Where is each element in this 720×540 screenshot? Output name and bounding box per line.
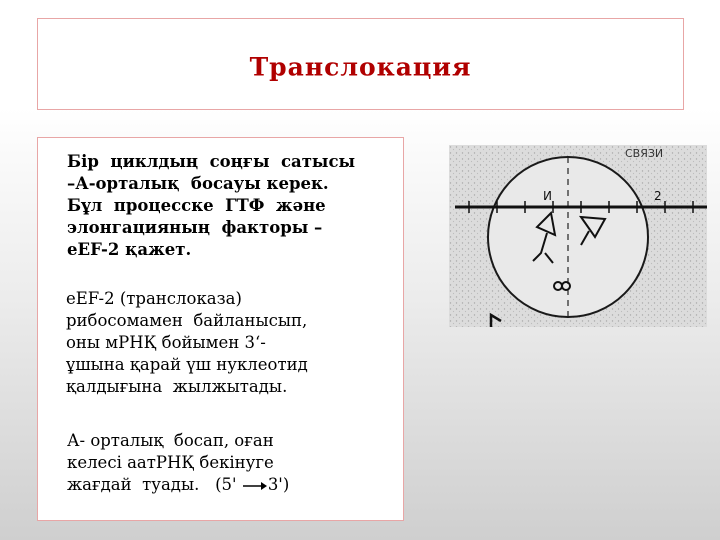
right-arrow-icon <box>242 481 268 491</box>
p2-line-1: eEF-2 (транслоказа) <box>66 289 242 308</box>
p2-line-3: оны мРНҚ бойымен 3‘- <box>66 333 266 352</box>
site-label-2: 2 <box>654 189 662 203</box>
paragraph-2 <box>66 288 401 398</box>
p2-line-5: қалдығына жылжытады. <box>66 377 288 396</box>
p2-line-2: рибосомамен байланысып, <box>66 311 308 330</box>
p3-line-2: келесі аатРНҚ бекінуге <box>67 453 274 472</box>
paragraph-3 <box>67 430 402 496</box>
p1-line-3: Бұл процесске ГТФ және <box>67 196 326 215</box>
title-box <box>37 18 684 110</box>
p3-line-3-suffix: 3') <box>267 475 290 494</box>
ribosome-translocation-figure <box>449 145 707 327</box>
paragraph-1 <box>67 151 402 261</box>
content-box <box>37 137 404 521</box>
figure-header-text: СВЯЗИ <box>625 147 664 160</box>
p1-line-5: eEF-2 қажет. <box>67 240 192 259</box>
slide-title: Транслокация <box>249 52 472 82</box>
p3-line-1: А- орталық босап, оған <box>67 431 274 450</box>
site-label-p: И <box>543 189 552 203</box>
p3-line-3-prefix: жағдай туады. (5' <box>67 475 237 494</box>
p1-line-1: Бір циклдың соңғы сатысы <box>67 152 356 171</box>
p1-line-2: –А-орталық босауы керек. <box>67 174 329 193</box>
p1-line-4: элонгацияның факторы – <box>67 218 323 237</box>
p2-line-4: ұшына қарай үш нуклеотид <box>66 355 308 374</box>
